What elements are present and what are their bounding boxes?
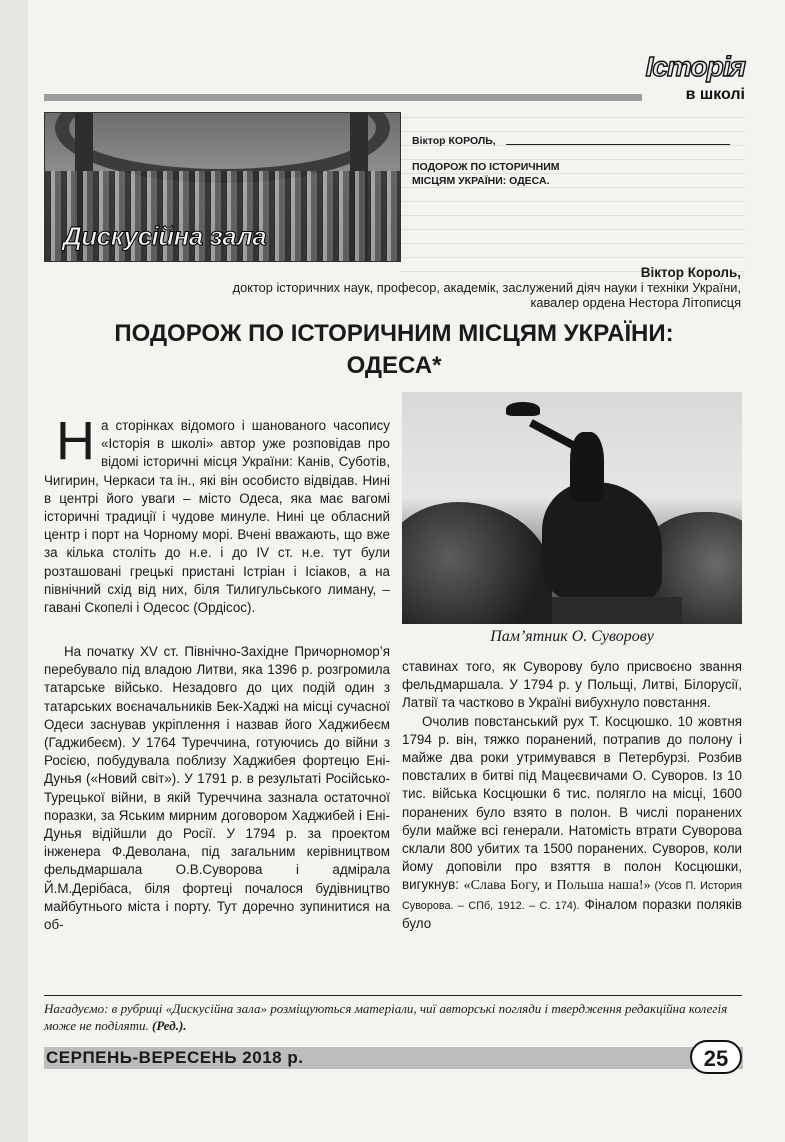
paragraph-continuation: ставинах того, як Суворову було присвоєно звання фельдмаршала. У 1794 р. у Польщі, Литві, Білорусії, Латвії та частково в Україні вибухнуло повстання.	[402, 659, 742, 711]
journal-logo	[645, 52, 745, 108]
drop-cap: Н	[56, 411, 95, 471]
paragraph-uprising-text: Очолив повстанський рух Т. Косцюшко. 10 жовтня 1794 р. він, тяжко поранений, потрапив до полону і майже два роки утримувався в Петербурзі. Розбив повсталих в битві під Мацеєвичами О. Суворов. Із 10 тис. війська Косцюшки 6 тис. полягло на місці, 1600 поранених було взято в полон. В числі поранених були майже всі генерали. Натомість втрати Суворова склали 800 убитих та 1500 поранених. Суворов, коли йому доповіли про взяття в полон Косцюшки, вигукнув:	[402, 713, 742, 893]
citation: (Усов П. История Суворова. – СПб, 1912. – С. 174).	[402, 880, 743, 912]
page-number: 25	[690, 1040, 742, 1074]
author-credentials: доктор історичних наук, професор, академік, заслужений діяч науки і техніки України,	[232, 280, 741, 295]
editorial-notice	[44, 1000, 742, 1034]
paragraph-uprising	[402, 713, 742, 933]
author-award: кавалер ордена Нестора Літописця	[530, 295, 741, 310]
article-column-left-bottom	[44, 643, 390, 934]
paragraph-history: На початку XV ст. Північно-Західне Причорномор’я перебувало під владою Литви, яка 1396 р. розгромила татарське військо. Незадовго до цих подій один з татарських воєначальників Бек-Хаджі на місці сучасної Одеси заснував укріплення і назвав його Хаджибеєм (Гаджибеєм). У 1764 Туреччина, готуючись до війни з Росією, побудувала поблизу Хаджибея фортецю Ені-Дунья («Новий світ»). У 1791 р. в результаті Російсько-Турецької війни, в якій Туреччина зазнала остаточної поразки, за Яським мирним договором Хаджибей і Ені-Дунья відійшли до Росії. У 1794 р. за проектом інженера Ф.Деволана, під загальним керівництвом фельдмаршала О.В.Суворова і адмірала Й.М.Дерібаса, біля фортеці почалося будівництво майбутнього міста і порту. Тут доречно зупинитися на об-	[44, 644, 390, 933]
author-name: Віктор Король,	[640, 265, 741, 280]
photo-raised-arm	[529, 419, 575, 449]
author-block	[121, 265, 741, 310]
photo-hat	[506, 402, 540, 416]
header-rule	[44, 94, 642, 101]
byline-name-line	[412, 134, 742, 148]
editorial-notice-text: Нагадуємо: в рубриці «Дискусійна зала» розміщуються матеріали, чиї авторські погляди і твердження редакційна колегія може не поділяти.	[44, 1001, 728, 1033]
byline-box	[412, 134, 742, 188]
logo-title: Історія	[645, 51, 745, 82]
article-column-left-top	[44, 411, 390, 617]
notice-divider	[44, 995, 742, 996]
headline-line-2: ОДЕСА*	[346, 352, 442, 379]
byline-title: ПОДОРОЖ ПО ІСТОРИЧНИМ МІСЦЯМ УКРАЇНИ: ОДЕСА.	[412, 161, 560, 187]
paragraph-intro-text: а сторінках відомого і шанованого часопису «Історія в школі» автор уже розповідав про відомі історичні місця України: Канів, Суботів, Чигирин, Черкаси та ін., які він особисто відвідав. Нині в центрі його уваги – місто Одеса, яка має вагомі історичні традиції і чудове минуле. Нині це обласний центр і порт на Чорному морі. Вчені вважають, що вже за кілька століть до н.е. і до IV ст. н.е. тут були розташовані грецькі пристані Істріан і Ісіаков, а на північний схід від них, біля Тилигульського лиману, – гавані Скопелі і Одесос (Ордісос).	[44, 418, 390, 616]
headline-line-1: ПОДОРОЖ ПО ІСТОРИЧНИМ МІСЦЯМ УКРАЇНИ:	[114, 320, 674, 347]
logo-subtitle: в школі	[685, 86, 745, 103]
byline-underline	[506, 144, 730, 145]
photo-rider	[570, 432, 604, 502]
rubric-image	[44, 112, 401, 262]
photo-caption: Пам’ятник О. Суворову	[490, 628, 654, 645]
paragraph-intro	[44, 411, 390, 617]
article-column-right	[402, 658, 742, 933]
photo-horse	[542, 482, 662, 602]
paragraph-uprising-end: Фіналом поразки поляків було	[402, 896, 742, 931]
article-headline	[44, 318, 744, 382]
photo-trees-left	[402, 502, 552, 624]
photo-pedestal	[552, 597, 682, 624]
byline-name: Віктор КОРОЛЬ,	[412, 135, 496, 147]
suvorov-monument-photo	[402, 392, 742, 624]
editorial-notice-signature: (Ред.).	[152, 1018, 187, 1033]
suvorov-quote: «Слава Богу, и Польша наша!»	[463, 878, 651, 894]
page-edge	[0, 0, 28, 1142]
issue-date: СЕРПЕНЬ-ВЕРЕСЕНЬ 2018 р.	[46, 1048, 304, 1067]
rubric-label: Дискусійна зала	[63, 221, 267, 251]
